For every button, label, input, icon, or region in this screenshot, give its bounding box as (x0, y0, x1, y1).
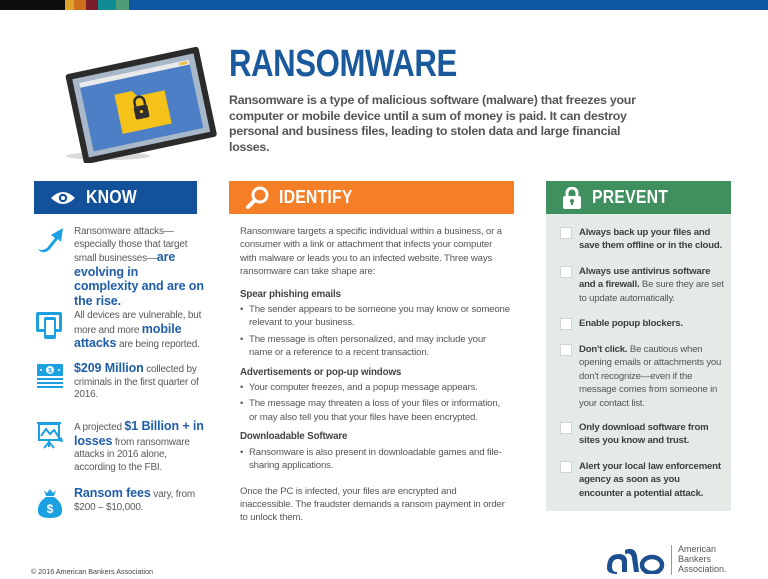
color-segment (65, 0, 74, 10)
money-bag-icon (35, 487, 65, 519)
bullet-item: • Your computer freezes, and a popup message appears. (240, 381, 510, 394)
checklist-item: Always use antivirus software and a firewall. Be sure they are set to update automatically. (560, 265, 725, 305)
mobile-devices-icon (35, 310, 65, 340)
color-segment (129, 0, 768, 10)
know-item: A projected $1 Billion + in losses from ransomware attacks in 2016 alone, according to the FBI. (34, 420, 204, 474)
checklist-item: Only download software from sites you know and trust. (560, 421, 725, 448)
top-color-bar (0, 0, 768, 10)
color-segment (86, 0, 98, 10)
know-heading: KNOW (86, 187, 137, 207)
bullet-item: • Ransomware is also present in downloadable games and file-sharing applications. (240, 446, 510, 473)
logo-divider (671, 545, 672, 575)
magnifier-icon (245, 186, 269, 210)
checklist-item: Enable popup blockers. (560, 317, 725, 330)
bullet-item: • The sender appears to be someone you may know or someone relevant to your business. (240, 303, 510, 330)
checkbox[interactable] (560, 266, 572, 278)
prevent-header (546, 181, 731, 214)
money-stack-icon (35, 362, 65, 392)
section-title: Advertisements or pop-up windows (240, 366, 402, 378)
identify-header (229, 181, 514, 214)
section-title: Spear phishing emails (240, 288, 341, 300)
trend-up-arrow-icon (35, 226, 65, 254)
checkbox[interactable] (560, 461, 572, 473)
svg-text:$: $ (46, 502, 54, 516)
tablet-locked-folder-illustration (58, 38, 218, 163)
checklist-item: Don't click. Be cautious when opening emails or attachments you don't recognize—even if the message comes from someone in your contact list. (560, 343, 725, 410)
checklist-item: Always back up your files and save them offline or in the cloud. (560, 226, 725, 253)
color-segment (0, 0, 65, 10)
know-item: $ $209 Million collected by criminals in the first quarter of 2016. (34, 362, 204, 402)
color-segment (98, 0, 116, 10)
know-item: Ransomware attacks— especially those that target small businesses—are evolving in complexity and are on the rise. (34, 226, 204, 310)
checkbox[interactable] (560, 344, 572, 356)
copyright: © 2016 American Bankers Association (31, 567, 153, 576)
prevent-checklist (546, 214, 731, 511)
svg-text:$: $ (48, 367, 52, 375)
bullet-item: • The message is often personalized, and may include your name or a reference to a recent transaction. (240, 333, 510, 360)
page-title: RANSOMWARE (229, 43, 457, 85)
color-segment (116, 0, 129, 10)
color-segment (74, 0, 86, 10)
prevent-heading: PREVENT (592, 187, 669, 207)
intro-text: Ransomware is a type of malicious software (malware) that freezes your computer or mobile device until a sum of money is paid. It can destroy personal and business files, leading to stolen data and large financial losses. (229, 93, 636, 154)
know-item: All devices are vulnerable, but more and more mobile attacks are being reported. (34, 310, 204, 352)
eye-icon (50, 190, 76, 206)
checklist-item: Alert your local law enforcement agency as soon as you encounter a potential attack. (560, 460, 725, 500)
chart-decline-icon (35, 420, 65, 450)
know-header (34, 181, 197, 214)
padlock-icon (562, 187, 582, 209)
checkbox[interactable] (560, 422, 572, 434)
aba-logo-mark (605, 546, 665, 574)
bullet-item: • The message may threaten a loss of your files or information, or may also tell you that your files have been encrypted. (240, 397, 510, 424)
section-title: Downloadable Software (240, 431, 348, 443)
aba-logo (605, 545, 727, 575)
identify-closing: Once the PC is infected, your files are encrypted and inaccessible. The fraudster demands a ransom payment in order to unlock them. (240, 485, 505, 524)
know-item: $ Ransom fees vary, from $200 – $10,000. (34, 487, 204, 519)
identify-intro: Ransomware targets a specific individual within a business, or a consumer with a link or attachment that infects your computer with malware or leads you to an infected website. Three ways ransomware can take shape are: (240, 226, 502, 278)
checkbox[interactable] (560, 227, 572, 239)
checkbox[interactable] (560, 318, 572, 330)
logo-text: American Bankers Association. (678, 544, 727, 574)
identify-body (240, 225, 510, 534)
identify-heading: IDENTIFY (279, 187, 353, 207)
